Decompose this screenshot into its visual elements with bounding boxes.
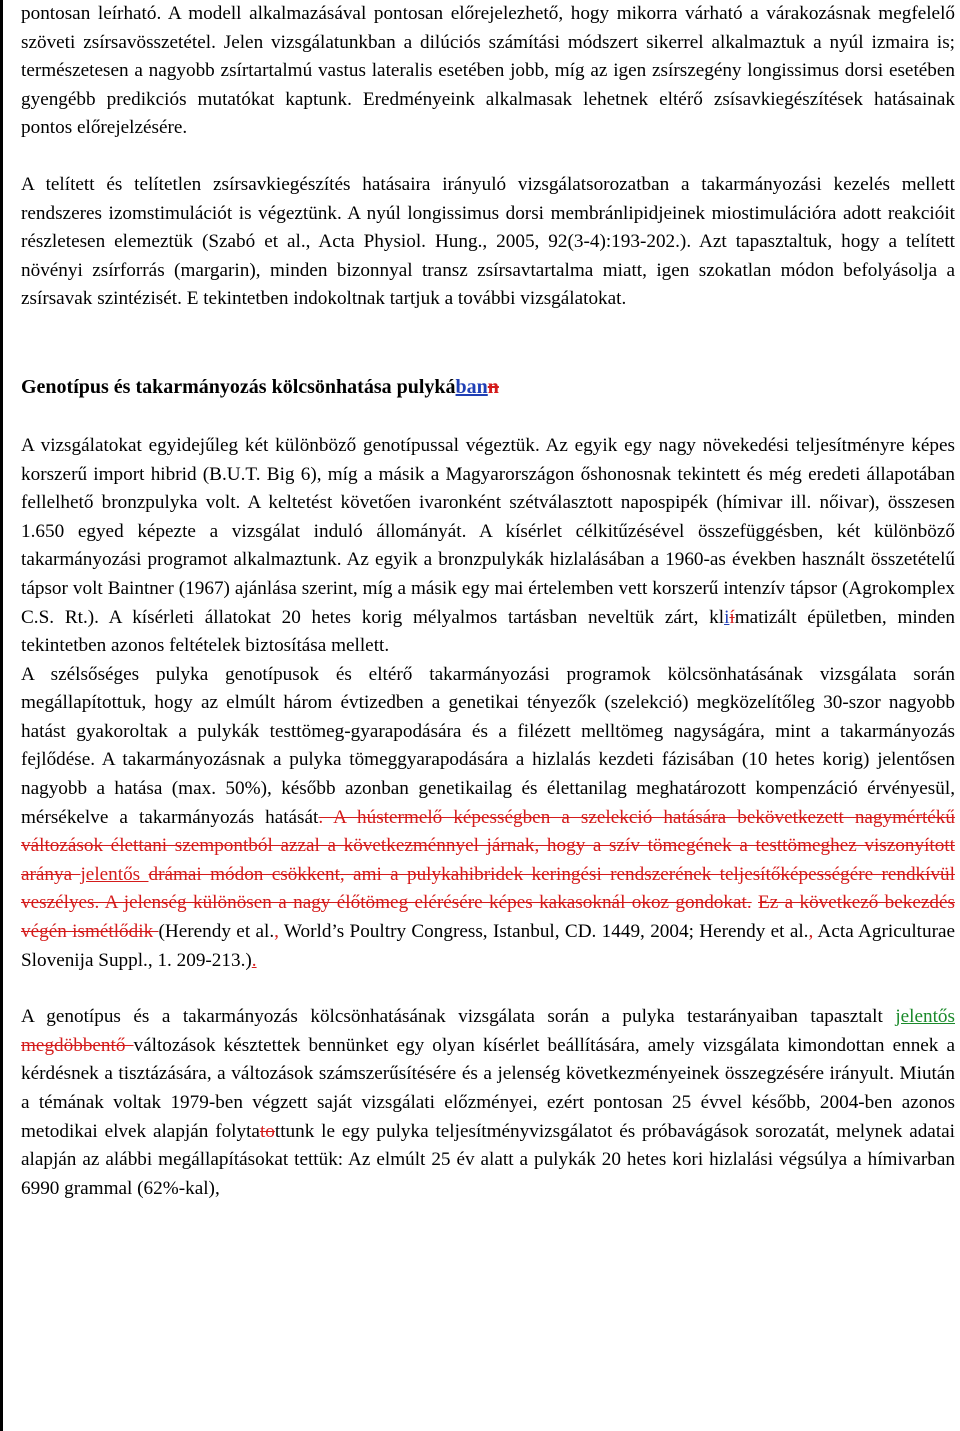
paragraph-3: A vizsgálatokat egyidejűleg két különböző genotípussal végeztük. Az egyik egy nagy növekedési teljesítményre képes korszerű import hibrid (B.U.T. Big 6), míg a másik a Magyarországon őshonosnak tekintett és még eredeti állapotában fellelhető bronzpulyka volt. A keltetést követően ivaronként szétválasztott napospipék (hímivar ill. nőivar), összesen 1.650 egyed képezte a vizsgálat induló állományát. A kísérlet célkitűzésével összefüggésben, két különböző takarmányozási programot alkalmaztunk. Az egyik a bronzpulykák hizlalásában a 1960-as években használt összetételű tápsor volt Baintner (1967) ajánlása szerint, míg a másik egy mai értelemben vett korszerű intenzív tápsor (Agrokomplex C.S. Rt.). A kísérleti állatokat 20 hetes korig mélyalmos tartásban neveltük zárt, kliímatizált épületben, minden tekintetben azonos feltételek biztosítása mellett. [21, 434, 956, 657]
tracked-insertion: . [251, 949, 257, 971]
paragraph-5: A genotípus és a takarmányozás kölcsönhatásának vizsgálata során a pulyka testarányaiban tapasztalt jelentős megdöbbentő változások késztettek bennünket egy olyan kísérlet beállítására, amely vizsgálata kimondottan ennek a kérdésnek a tisztázására, a változások számszerűsítésére és a jelenség következményeinek összegzésére irányult. Miután a témának voltak 1979-ben végzett saját vizsgálati előzményei, ezért pontosan 25 évvel később, 2004-ben azonos metodikai elvek alapján folytatottunk le egy pulyka teljesítményvizsgálatot és próbavágások sorozatát, melynek adatai alapján az alábbi megállapításokat tettük: Az elmúlt 25 év alatt a pulykák 20 hetes kori hizlalási végsúlya a hímivarban 6990 grammal (62%-kal), [21, 1006, 956, 1199]
section-heading: Genotípus és takarmányozás kölcsönhatása pulykábann [21, 375, 499, 398]
tracked-insertion: , [808, 921, 814, 943]
paragraph-1: pontosan leírható. A modell alkalmazásával pontosan előrejelezhető, hogy mikorra várható a várakozásnak megfelelő szöveti zsírsavösszetétel. Jelen vizsgálatunkban a dilúciós számítási módszert sikerrel alkalmaztuk a nyúl izmaira is; természetesen a nagyobb zsírtartalmú vastus lateralis esetében jobb, míg az igen zsírszegény longissimus dorsi esetében gyengébb predikciós mutatókat kaptunk. Eredményeink alkalmasak lehetnek eltérő zsísavkiegészítések hatásainak pontos előrejelzésére. [21, 3, 955, 139]
paragraph-4: A szélsőséges pulyka genotípusok és eltérő takarmányozási programok kölcsönhatásának vizsgálata során megállapítottuk, hogy az elmúlt három évtizedben a genetikai tényezők (szelekció) megközelítőleg 30-szor nagyobb hatást gyakoroltak a pulykák testtömeg-gyarapodására és a filézett melltömeg nagyságára, mint a takarmányozás fejlődése. A takarmányozásnak a pulyka tömeggyarapodására a hizlalás kezdeti fázisában (10 hetes korig) jelentősen nagyobb a hatása (max. 50%), később azonban genetikailag és élettanilag meghatározott kompenzáció érvényesül, mérsékelve a takarmányozás hatását. A hústermelő képességben a szelekció hatására bekövetkezett nagymértékű változások élettani szempontból azzal a következménnyel járnak, hogy a szív tömegének a testtömeghez viszonyított aránya jelentős drámai módon csökkent, ami a pulykahibridek keringési rendszerének teljesítőképességére rendkívül veszélyes. A jelenség különösen a nagy élőtömeg elérésére képes kakasoknál okoz gondokat. Ez a következő bekezdés végén ismétlődik (Herendy et al., World’s Poultry Congress, Istanbul, CD. 1449, 2004; Herendy et al., Acta Agriculturae Slovenija Suppl., 1. 209-213.). [21, 663, 956, 971]
tracked-deletion: to [259, 1120, 275, 1142]
tracked-deletion: . A hústermelő képességben a szelekció hatására bekövetkezett nagymértékű változások élettani szempontból azzal a következménnyel járnak, hogy a szív tömegének a testtömeghez viszonyított aránya [21, 806, 955, 885]
tracked-deletion: Ez a következő bekezdés végén ismétlődik [21, 892, 955, 943]
tracked-deletion: n [487, 375, 499, 398]
tracked-insertion: , [274, 921, 279, 943]
tracked-insertion: jelentős [80, 863, 149, 885]
tracked-insertion: ban [455, 375, 488, 398]
document-page [21, 0, 955, 1203]
tracked-deletion: í [729, 606, 735, 628]
tracked-deletion: megdöbbentő [21, 1034, 134, 1056]
tracked-insertion: i [724, 606, 730, 628]
margin-change-bar [0, 0, 3, 1431]
tracked-deletion: drámai módon csökkent, ami a pulykahibridek keringési rendszerének teljesítőképességére rendkívül veszélyes. A jelenség különösen a nagy élőtömeg elérésére képes kakasoknál okoz gondokat. [21, 863, 955, 914]
tracked-insertion: jelentős [895, 1006, 955, 1028]
paragraph-2: A telített és telítetlen zsírsavkiegészítés hatásaira irányuló vizsgálatsorozatban a takarmányozási kezelés mellett rendszeres izomstimulációt is végeztünk. A nyúl longissimus dorsi membránlipidjeinek miostimulációra adott reakcióit részletesen elemeztük (Szabó et al., Acta Physiol. Hung., 2005, 92(3-4):193-202.). Azt tapasztaltuk, hogy a telített növényi zsírforrás (margarin), minden bizonnyal transz zsírsavtartalma miatt, igen szokatlan módon befolyásolja a zsírsavak szintézisét. E tekintetben indokoltnak tartjuk a további vizsgálatokat. [21, 173, 955, 310]
